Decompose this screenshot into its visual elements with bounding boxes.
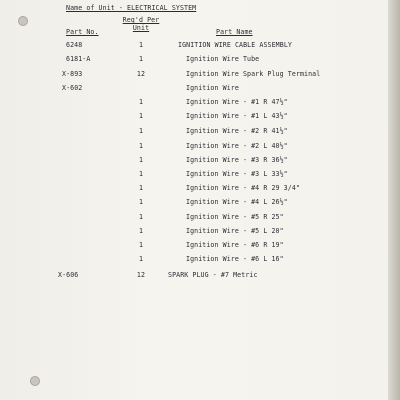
quantity: 1 [138, 255, 144, 263]
part-name: Ignition Wire - #4 L 26½" [186, 198, 288, 206]
table-row [0, 170, 388, 182]
part-name: Ignition Wire [186, 84, 239, 92]
part-name: Ignition Wire Tube [186, 55, 260, 63]
quantity: 1 [138, 127, 144, 135]
table-row [0, 112, 388, 124]
part-name: SPARK PLUG - #7 Metric [168, 271, 258, 279]
punch-hole-bottom [30, 376, 40, 386]
part-name: Ignition Wire - #2 R 41½" [186, 127, 288, 135]
part-number: X-893 [62, 70, 83, 78]
part-name: Ignition Wire - #4 R 29 3/4" [186, 184, 300, 192]
table-row [0, 255, 388, 267]
part-name: Ignition Wire - #3 L 33½" [186, 170, 288, 178]
quantity: 1 [138, 41, 144, 49]
part-number: X-606 [58, 271, 79, 279]
quantity: 1 [138, 98, 144, 106]
quantity: 1 [138, 170, 144, 178]
quantity: 1 [138, 112, 144, 120]
column-header-qty: Req'd Per Unit [122, 16, 160, 32]
table-row [0, 98, 388, 110]
unit-title: Name of Unit - ELECTRICAL SYSTEM [66, 4, 197, 12]
part-number: 6248 [66, 41, 83, 49]
part-name: Ignition Wire - #6 R 19" [186, 241, 284, 249]
table-row [0, 156, 388, 168]
quantity: 1 [138, 198, 144, 206]
table-row [0, 142, 388, 154]
part-name: Ignition Wire - #1 R 47½" [186, 98, 288, 106]
part-name: Ignition Wire - #2 L 40½" [186, 142, 288, 150]
column-header-part-name: Part Name [216, 28, 253, 36]
table-row [0, 70, 388, 82]
quantity: 1 [138, 156, 144, 164]
part-name: Ignition Wire Spark Plug Terminal [186, 70, 321, 78]
part-name: Ignition Wire - #5 L 20" [186, 227, 284, 235]
table-row [0, 227, 388, 239]
binder-edge [388, 0, 400, 400]
quantity: 1 [138, 227, 144, 235]
table-row [0, 198, 388, 210]
table-row [0, 41, 388, 53]
punch-hole-top [18, 16, 28, 26]
part-name: Ignition Wire - #3 R 36½" [186, 156, 288, 164]
part-number: 6181-A [66, 55, 91, 63]
quantity: 1 [138, 241, 144, 249]
part-name: Ignition Wire - #5 R 25" [186, 213, 284, 221]
table-row [0, 184, 388, 196]
quantity: 12 [136, 271, 146, 279]
quantity: 1 [138, 55, 144, 63]
part-name: IGNITION WIRE CABLE ASSEMBLY [178, 41, 292, 49]
part-name: Ignition Wire - #6 L 16" [186, 255, 284, 263]
table-row [0, 241, 388, 253]
quantity: 1 [138, 184, 144, 192]
table-row [0, 55, 388, 67]
quantity: 1 [138, 142, 144, 150]
part-number: X-602 [62, 84, 83, 92]
quantity: 1 [138, 213, 144, 221]
quantity: 12 [136, 70, 146, 78]
table-row [0, 213, 388, 225]
table-row [0, 271, 388, 283]
column-header-part-no: Part No. [66, 28, 99, 36]
part-name: Ignition Wire - #1 L 43½" [186, 112, 288, 120]
table-row [0, 127, 388, 139]
table-row [0, 84, 388, 96]
